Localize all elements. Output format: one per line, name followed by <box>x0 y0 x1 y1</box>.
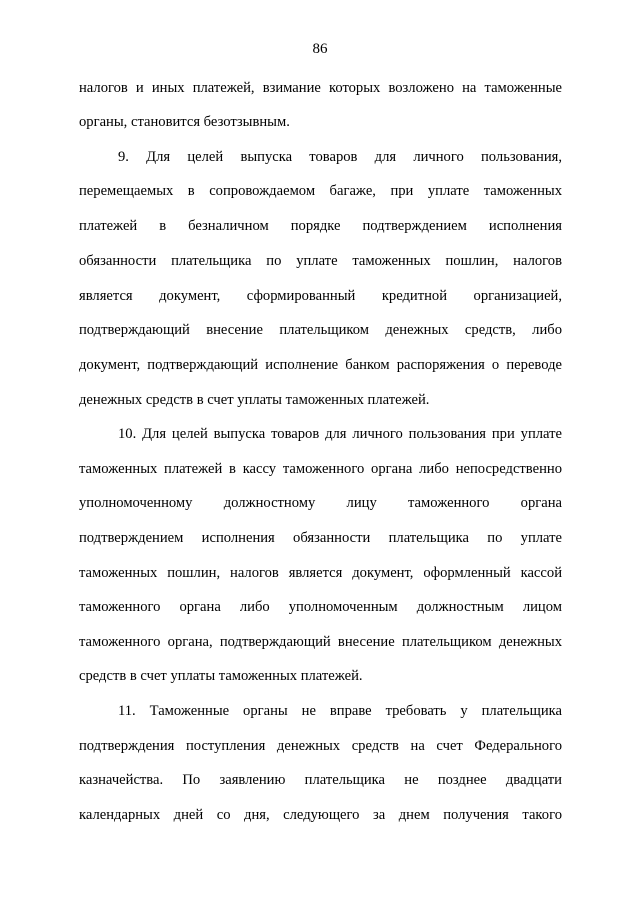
text-line: документ, подтверждающий исполнение банком распоряжения о переводе <box>79 357 562 373</box>
text-line: календарных дней со дня, следующего за днем получения такого <box>79 807 562 823</box>
paragraph-10-start: 10. Для целей выпуска товаров для личного пользования при уплате <box>118 426 562 442</box>
text-line: является документ, сформированный кредитной организацией, <box>79 288 562 304</box>
text-line: подтверждения поступления денежных средств на счет Федерального <box>79 738 562 754</box>
text-line: средств в счет уплаты таможенных платежей. <box>79 668 363 684</box>
text-line: таможенного органа либо уполномоченным должностным лицом <box>79 599 562 615</box>
text-line: подтверждением исполнения обязанности плательщика по уплате <box>79 530 562 546</box>
text-line: казначейства. По заявлению плательщика не позднее двадцати <box>79 772 562 788</box>
text-line: подтверждающий внесение плательщиком денежных средств, либо <box>79 322 562 338</box>
paragraph-9-start: 9. Для целей выпуска товаров для личного пользования, <box>118 149 562 165</box>
text-line: обязанности плательщика по уплате таможенных пошлин, налогов <box>79 253 562 269</box>
text-line: таможенных платежей в кассу таможенного органа либо непосредственно <box>79 461 562 477</box>
text-line: таможенного органа, подтверждающий внесение плательщиком денежных <box>79 634 562 650</box>
text-line: денежных средств в счет уплаты таможенных платежей. <box>79 392 430 408</box>
text-line: органы, становится безотзывным. <box>79 114 290 130</box>
text-line: уполномоченному должностному лицу таможенного органа <box>79 495 562 511</box>
text-line: платежей в безналичном порядке подтверждением исполнения <box>79 218 562 234</box>
text-line: таможенных пошлин, налогов является документ, оформленный кассой <box>79 565 562 581</box>
page-number: 86 <box>312 41 328 57</box>
text-line: налогов и иных платежей, взимание которых возложено на таможенные <box>79 80 562 96</box>
paragraph-11-start: 11. Таможенные органы не вправе требовать у плательщика <box>118 703 562 719</box>
text-line: перемещаемых в сопровождаемом багаже, при уплате таможенных <box>79 183 562 199</box>
